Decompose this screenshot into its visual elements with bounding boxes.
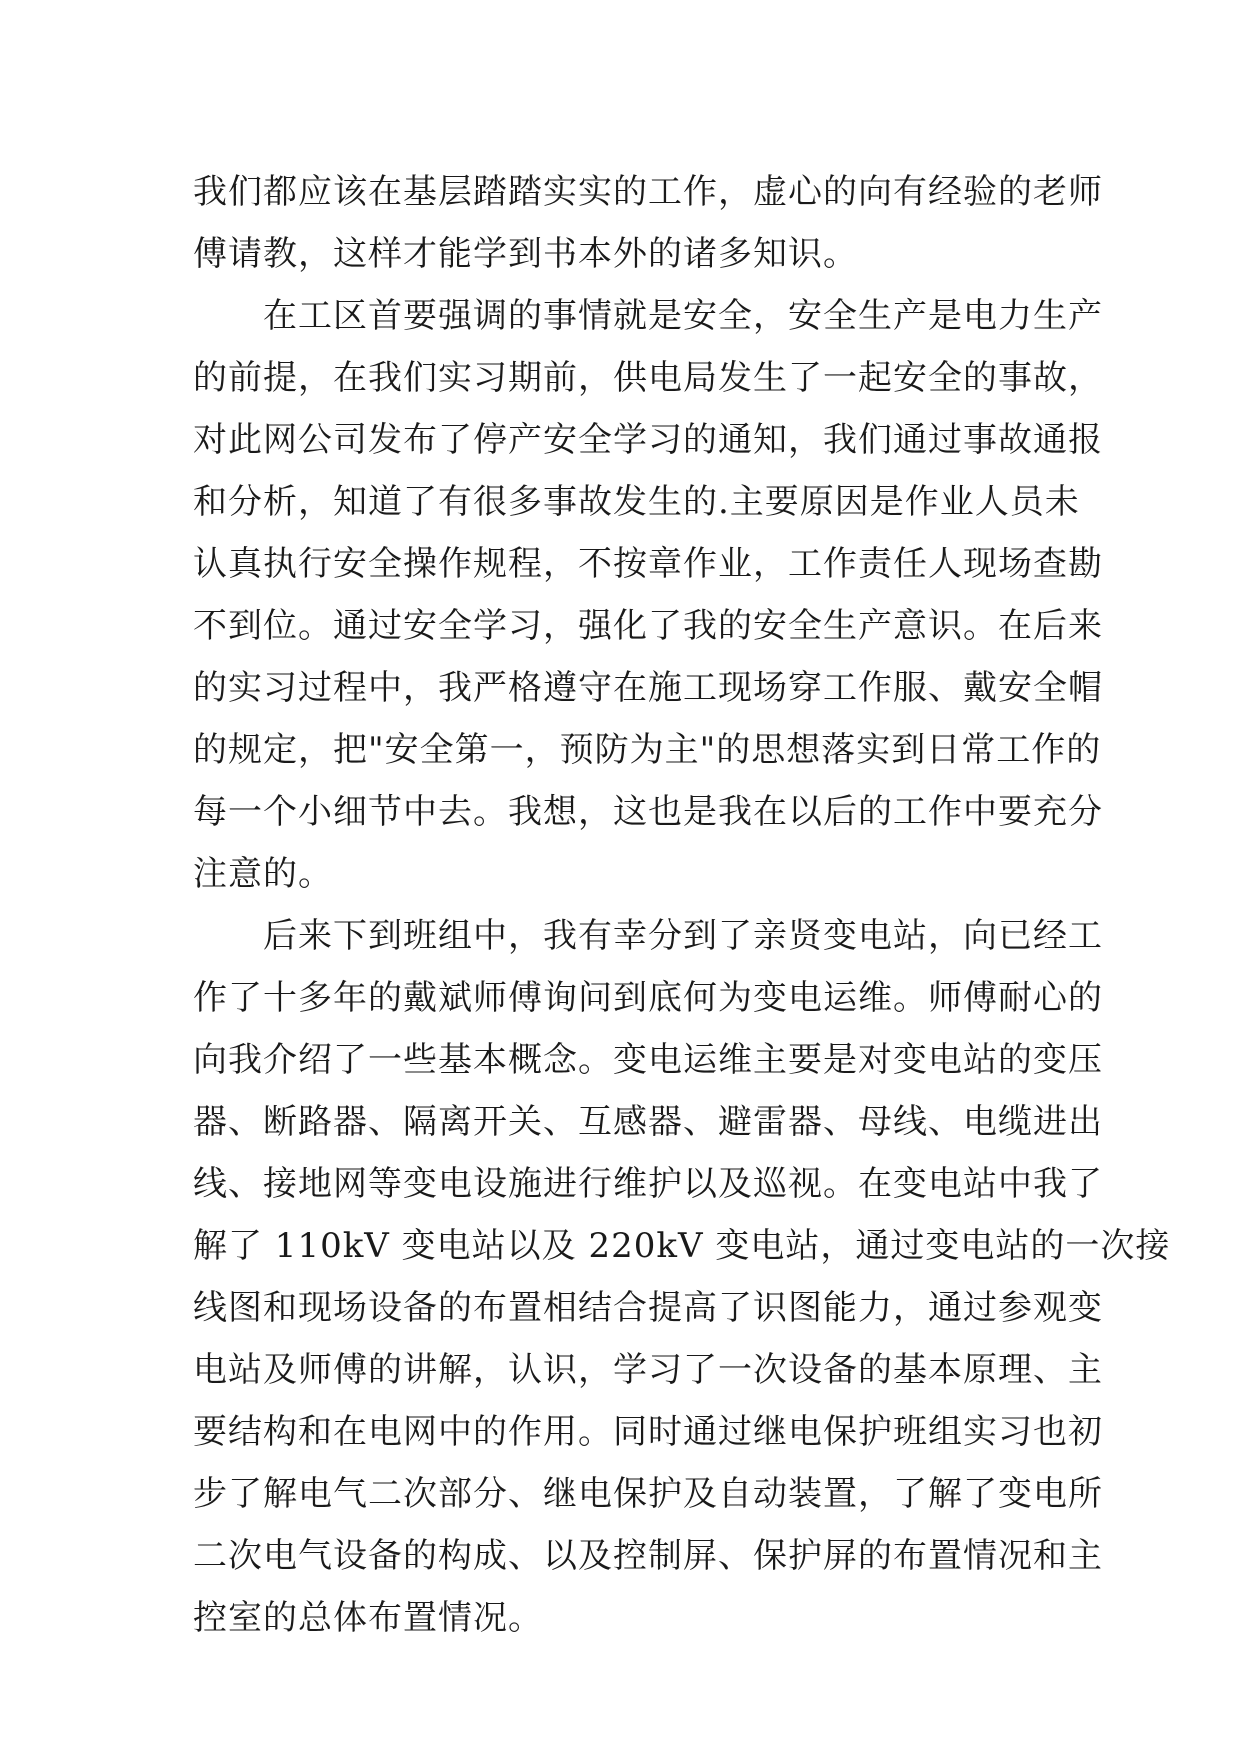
text-line: 的规定，把"安全第一，预防为主"的思想落实到日常工作的	[193, 730, 1102, 770]
body-text	[193, 161, 1171, 1649]
text-line: 电站及师傅的讲解，认识，学习了一次设备的基本原理、主	[193, 1350, 1103, 1390]
text-line: 向我介绍了一些基本概念。变电运维主要是对变电站的变压	[193, 1040, 1103, 1080]
text-line: 要结构和在电网中的作用。同时通过继电保护班组实习也初	[193, 1412, 1103, 1452]
text-line: 注意的。	[193, 854, 333, 894]
text-line: 在工区首要强调的事情就是安全，安全生产是电力生产	[193, 296, 1103, 336]
text-line: 我们都应该在基层踏踏实实的工作，虚心的向有经验的老师	[193, 172, 1103, 212]
text-line: 解了 110kV 变电站以及 220kV 变电站，通过变电站的一次接	[193, 1226, 1171, 1266]
text-line: 控室的总体布置情况。	[193, 1598, 543, 1638]
text-line: 器、断路器、隔离开关、互感器、避雷器、母线、电缆进出	[193, 1102, 1103, 1142]
text-line: 和分析，知道了有很多事故发生的.主要原因是作业人员未	[193, 482, 1080, 522]
text-line: 的实习过程中，我严格遵守在施工现场穿工作服、戴安全帽	[193, 668, 1103, 708]
text-line: 线图和现场设备的布置相结合提高了识图能力，通过参观变	[193, 1288, 1103, 1328]
text-line: 不到位。通过安全学习，强化了我的安全生产意识。在后来	[193, 606, 1103, 646]
text-line: 步了解电气二次部分、继电保护及自动装置，了解了变电所	[193, 1474, 1103, 1514]
text-line: 后来下到班组中，我有幸分到了亲贤变电站，向已经工	[193, 916, 1103, 956]
text-line: 对此网公司发布了停产安全学习的通知，我们通过事故通报	[193, 420, 1103, 460]
text-line: 傅请教，这样才能学到书本外的诸多知识。	[193, 234, 858, 274]
text-line: 二次电气设备的构成、以及控制屏、保护屏的布置情况和主	[193, 1536, 1103, 1576]
text-line: 每一个小细节中去。我想，这也是我在以后的工作中要充分	[193, 792, 1103, 832]
text-line: 认真执行安全操作规程，不按章作业，工作责任人现场查勘	[193, 544, 1103, 584]
text-line: 的前提，在我们实习期前，供电局发生了一起安全的事故，	[193, 358, 1103, 398]
text-line: 线、接地网等变电设施进行维护以及巡视。在变电站中我了	[193, 1164, 1103, 1204]
text-line: 作了十多年的戴斌师傅询问到底何为变电运维。师傅耐心的	[193, 978, 1103, 1018]
